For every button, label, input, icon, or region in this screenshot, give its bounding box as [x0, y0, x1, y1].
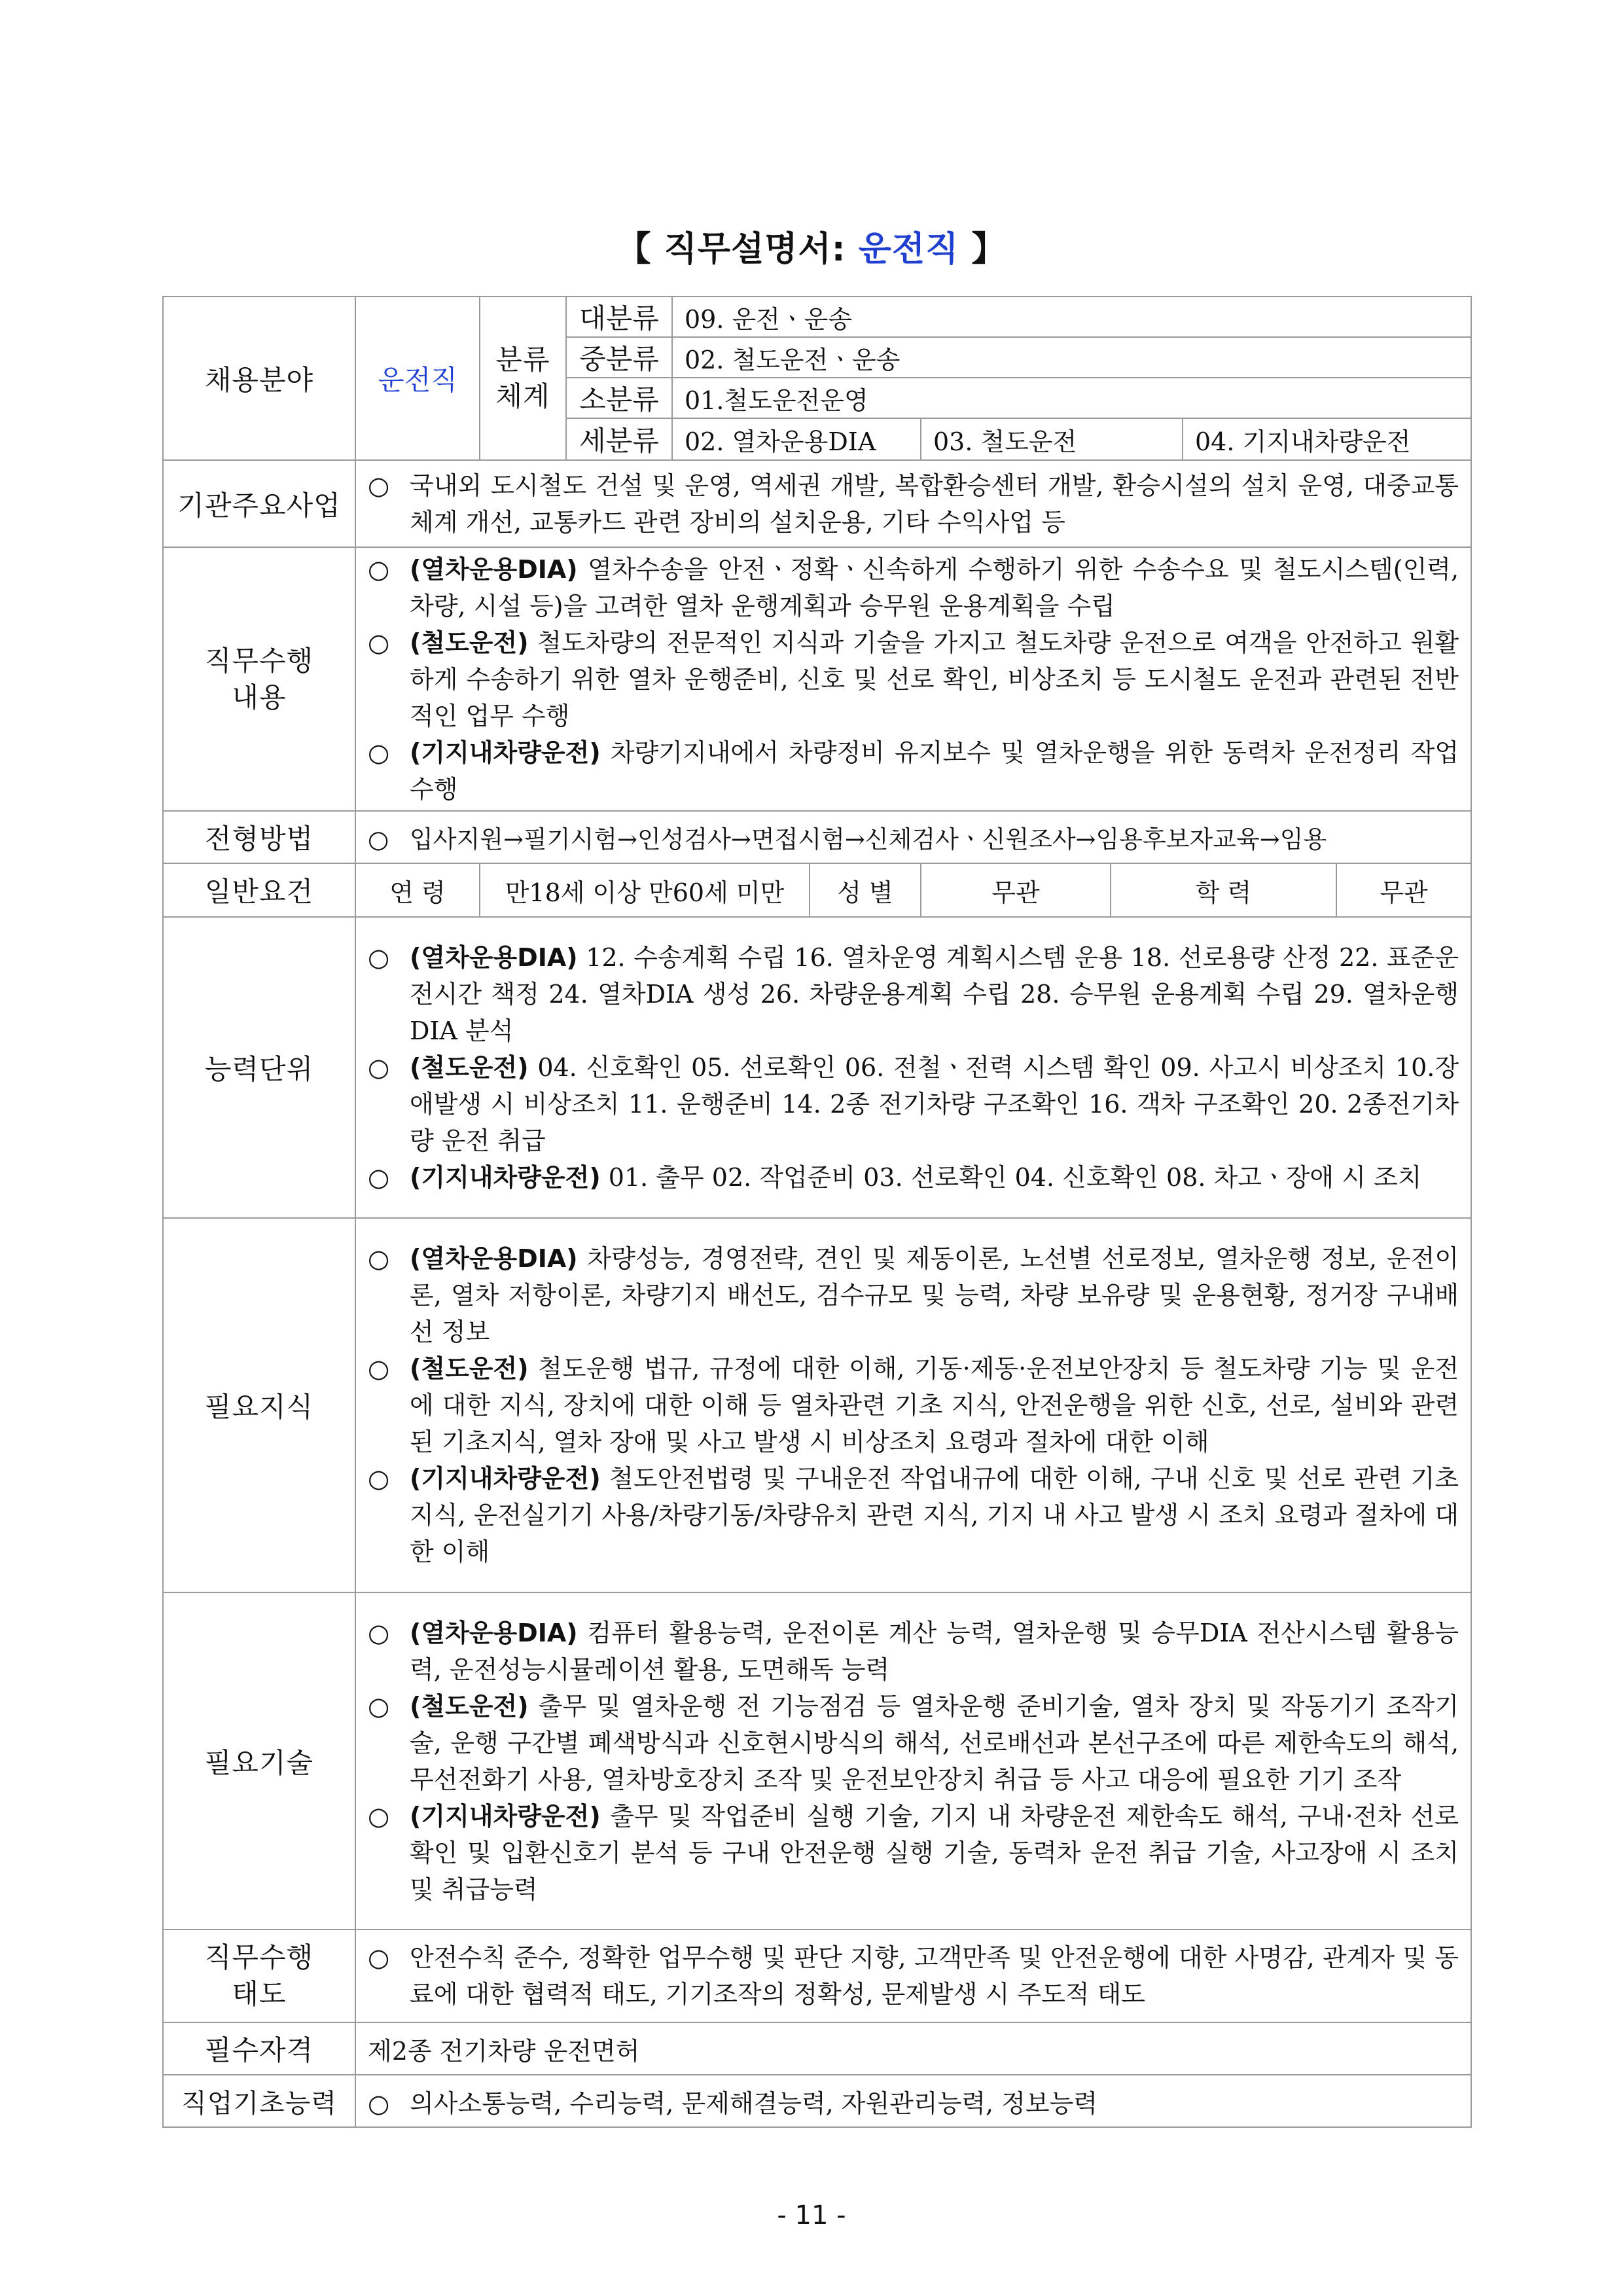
category-label: (철도운전) [410, 1053, 529, 1082]
bullet-circle: ○ [368, 1801, 390, 1831]
bullet-circle: ○ [368, 1244, 390, 1273]
knowledge-item [368, 1240, 1459, 1350]
ability-item [368, 1049, 1459, 1159]
item-text: 철도차량의 전문적인 지식과 기술을 가지고 철도차량 운전으로 여객을 안전하고 원활하게 수송하기 위한 열차 운행준비, 신호 및 선로 확인, 비상조치 등 도시철도 운전과 관련된 전반적인 업무 수행 [410, 628, 1459, 730]
page-number: - 11 - [777, 2200, 846, 2231]
category-label: (열차운용DIA) [410, 1618, 578, 1647]
detail-class-value-1: 02. 열차운용DIA [672, 418, 921, 460]
category-label: (기지내차량운전) [410, 1464, 601, 1493]
item-text: 04. 신호확인 05. 선로확인 06. 전철ㆍ전력 시스템 확인 09. 사고시 비상조치 10.장애발생 시 비상조치 11. 운행준비 14. 2종 전기차량 구조확인 16. 객차 구조확인 20. 2종전기차량 운전 취급 [410, 1053, 1459, 1155]
gender-label: 성 별 [810, 863, 921, 917]
major-class-value: 09. 운전ㆍ운송 [672, 296, 1471, 337]
item-text: 01. 출무 02. 작업준비 03. 선로확인 04. 신호확인 08. 차고ㆍ장애 시 조치 [600, 1163, 1422, 1192]
title-prefix: 【 직무설명서: [616, 230, 859, 269]
skill-item [368, 1798, 1459, 1908]
attitude-content [355, 1929, 1471, 2022]
skill-item [368, 1688, 1459, 1798]
business-item [368, 467, 1459, 541]
bullet-circle: ○ [368, 554, 390, 584]
general-label: 일반요건 [163, 863, 355, 917]
item-text: 철도안전법령 및 구내운전 작업내규에 대한 이해, 구내 신호 및 선로 관련 기초지식, 운전실기기 사용/차량기동/차량유치 관련 지식, 기지 내 사고 발생 시 조치 요령과 절차에 대한 이해 [410, 1464, 1459, 1566]
attitude-item [368, 1939, 1459, 2013]
bullet-circle: ○ [368, 628, 390, 657]
bullet-circle: ○ [368, 1053, 390, 1082]
title-suffix: 】 [959, 230, 1007, 269]
duty-item [368, 551, 1459, 624]
knowledge-item [368, 1350, 1459, 1460]
license-label: 필수자격 [163, 2022, 355, 2075]
knowledge-label: 필요지식 [163, 1218, 355, 1592]
age-value: 만18세 이상 만60세 미만 [480, 863, 810, 917]
item-text: 차량기지내에서 차량정비 유지보수 및 열차운행을 위한 동력차 운전정리 작업 수행 [410, 738, 1459, 804]
duties-content [355, 547, 1471, 811]
detail-class-value-3: 04. 기지내차량운전 [1183, 418, 1471, 460]
business-content [355, 460, 1471, 547]
ability-label: 능력단위 [163, 917, 355, 1218]
skills-label: 필요기술 [163, 1592, 355, 1929]
item-text: 국내외 도시철도 건설 및 운영, 역세권 개발, 복합환승센터 개발, 환승시설의 설치 운영, 대중교통체계 개선, 교통카드 관련 장비의 설치운용, 기타 수익사업 등 [410, 471, 1459, 537]
middle-class-label: 중분류 [566, 337, 672, 378]
category-label: (철도운전) [410, 628, 529, 657]
bullet-circle: ○ [368, 1618, 390, 1647]
title-accent: 운전직 [858, 230, 959, 269]
category-label: (열차운용DIA) [410, 1244, 578, 1273]
gender-value: 무관 [921, 863, 1111, 917]
license-value: 제2종 전기차량 운전면허 [355, 2022, 1471, 2075]
education-value: 무관 [1336, 863, 1471, 917]
bullet-circle: ○ [368, 1163, 390, 1192]
duties-label: 직무수행 내용 [163, 547, 355, 811]
bullet-circle: ○ [368, 471, 390, 500]
job-description-table [162, 296, 1472, 2128]
category-label: (기지내차량운전) [410, 738, 601, 767]
item-text: 12. 수송계획 수립 16. 열차운영 계획시스템 운용 18. 선로용량 산정 22. 표준운전시간 책정 24. 열차DIA 생성 26. 차량운용계획 수립 28. 승무원 운용계획 수립 29. 열차운행DIA 분석 [410, 943, 1459, 1045]
item-text: 출무 및 작업준비 실행 기술, 기지 내 차량운전 제한속도 해석, 구내·전차 선로 확인 및 입환신호기 분석 등 구내 안전운행 실행 기술, 동력차 운전 취급 기술, 사고장애 시 조치 및 취급능력 [410, 1801, 1459, 1904]
basic-ability-label: 직업기초능력 [163, 2075, 355, 2127]
basic-ability-text: 의사소통능력, 수리능력, 문제해결능력, 자원관리능력, 정보능력 [410, 2089, 1098, 2118]
recruit-value: 운전직 [355, 296, 480, 460]
category-label: (열차운용DIA) [410, 554, 578, 584]
major-class-label: 대분류 [566, 296, 672, 337]
bullet-circle: ○ [368, 1354, 390, 1383]
knowledge-item [368, 1460, 1459, 1570]
page-title [0, 221, 1623, 270]
ability-item [368, 1159, 1459, 1196]
bullet-circle: ○ [368, 738, 390, 767]
bullet-circle: ○ [368, 1691, 390, 1721]
knowledge-content [355, 1218, 1471, 1592]
bullet-circle: ○ [368, 1464, 390, 1493]
ability-item [368, 939, 1459, 1049]
item-text: 차량성능, 경영전략, 견인 및 제동이론, 노선별 선로정보, 열차운행 정보, 운전이론, 열차 저항이론, 차량기지 배선도, 검수규모 및 능력, 차량 보유량 및 운용현황, 정거장 구내배선 정보 [410, 1244, 1459, 1346]
category-label: (기지내차량운전) [410, 1163, 601, 1192]
minor-class-value: 01.철도운전운영 [672, 378, 1471, 418]
business-label: 기관주요사업 [163, 460, 355, 547]
selection-label: 전형방법 [163, 811, 355, 863]
category-label: (철도운전) [410, 1691, 529, 1721]
item-text: 출무 및 열차운행 전 기능점검 등 열차운행 준비기술, 열차 장치 및 작동기기 조작기술, 운행 구간별 폐색방식과 신호현시방식의 해석, 선로배선과 본선구조에 따른 제한속도의 해석, 무선전화기 사용, 열차방호장치 조작 및 운전보안장치 취급 등 사고 대응에 필요한 기기 조작 [410, 1691, 1459, 1794]
minor-class-label: 소분류 [566, 378, 672, 418]
middle-class-value: 02. 철도운전ㆍ운송 [672, 337, 1471, 378]
category-label: (기지내차량운전) [410, 1801, 601, 1831]
duty-item [368, 734, 1459, 808]
bullet-circle: ○ [368, 2089, 390, 2118]
detail-class-label: 세분류 [566, 418, 672, 460]
item-text: 열차수송을 안전ㆍ정확ㆍ신속하게 수행하기 위한 수송수요 및 철도시스템(인력, 차량, 시설 등)을 고려한 열차 운행계획과 승무원 운용계획을 수립 [410, 554, 1459, 620]
item-text: 컴퓨터 활용능력, 운전이론 계산 능력, 열차운행 및 승무DIA 전산시스템 활용능력, 운전성능시뮬레이션 활용, 도면해독 능력 [410, 1618, 1459, 1684]
selection-content [355, 811, 1471, 863]
education-label: 학 력 [1111, 863, 1336, 917]
item-text: 철도운행 법규, 규정에 대한 이해, 기동·제동·운전보안장치 등 철도차량 기능 및 운전에 대한 지식, 장치에 대한 이해 등 열차관련 기초 지식, 안전운행을 위한 신호, 선로, 설비와 관련된 기초지식, 열차 장애 및 사고 발생 시 비상조치 요령과 절차에 대한 이해 [410, 1354, 1459, 1456]
recruit-label: 채용분야 [163, 296, 355, 460]
item-text: 안전수칙 준수, 정확한 업무수행 및 판단 지향, 고객만족 및 안전운행에 대한 사명감, 관계자 및 동료에 대한 협력적 태도, 기기조작의 정확성, 문제발생 시 주도적 태도 [410, 1943, 1459, 2009]
ability-content [355, 917, 1471, 1218]
bullet-circle: ○ [368, 825, 389, 853]
class-system-label: 분류 체계 [480, 296, 566, 460]
bullet-circle: ○ [368, 943, 390, 972]
attitude-label: 직무수행 태도 [163, 1929, 355, 2022]
category-label: (열차운용DIA) [410, 943, 578, 972]
basic-ability-content [355, 2075, 1471, 2127]
bullet-circle: ○ [368, 1943, 390, 1972]
skills-content [355, 1592, 1471, 1929]
age-label: 연 령 [355, 863, 480, 917]
detail-class-value-2: 03. 철도운전 [921, 418, 1183, 460]
duty-item [368, 624, 1459, 734]
skill-item [368, 1615, 1459, 1688]
selection-text: 입사지원→필기시험→인성검사→면접시험→신체검사ㆍ신원조사→임용후보자교육→임용 [410, 825, 1327, 853]
category-label: (철도운전) [410, 1354, 529, 1383]
